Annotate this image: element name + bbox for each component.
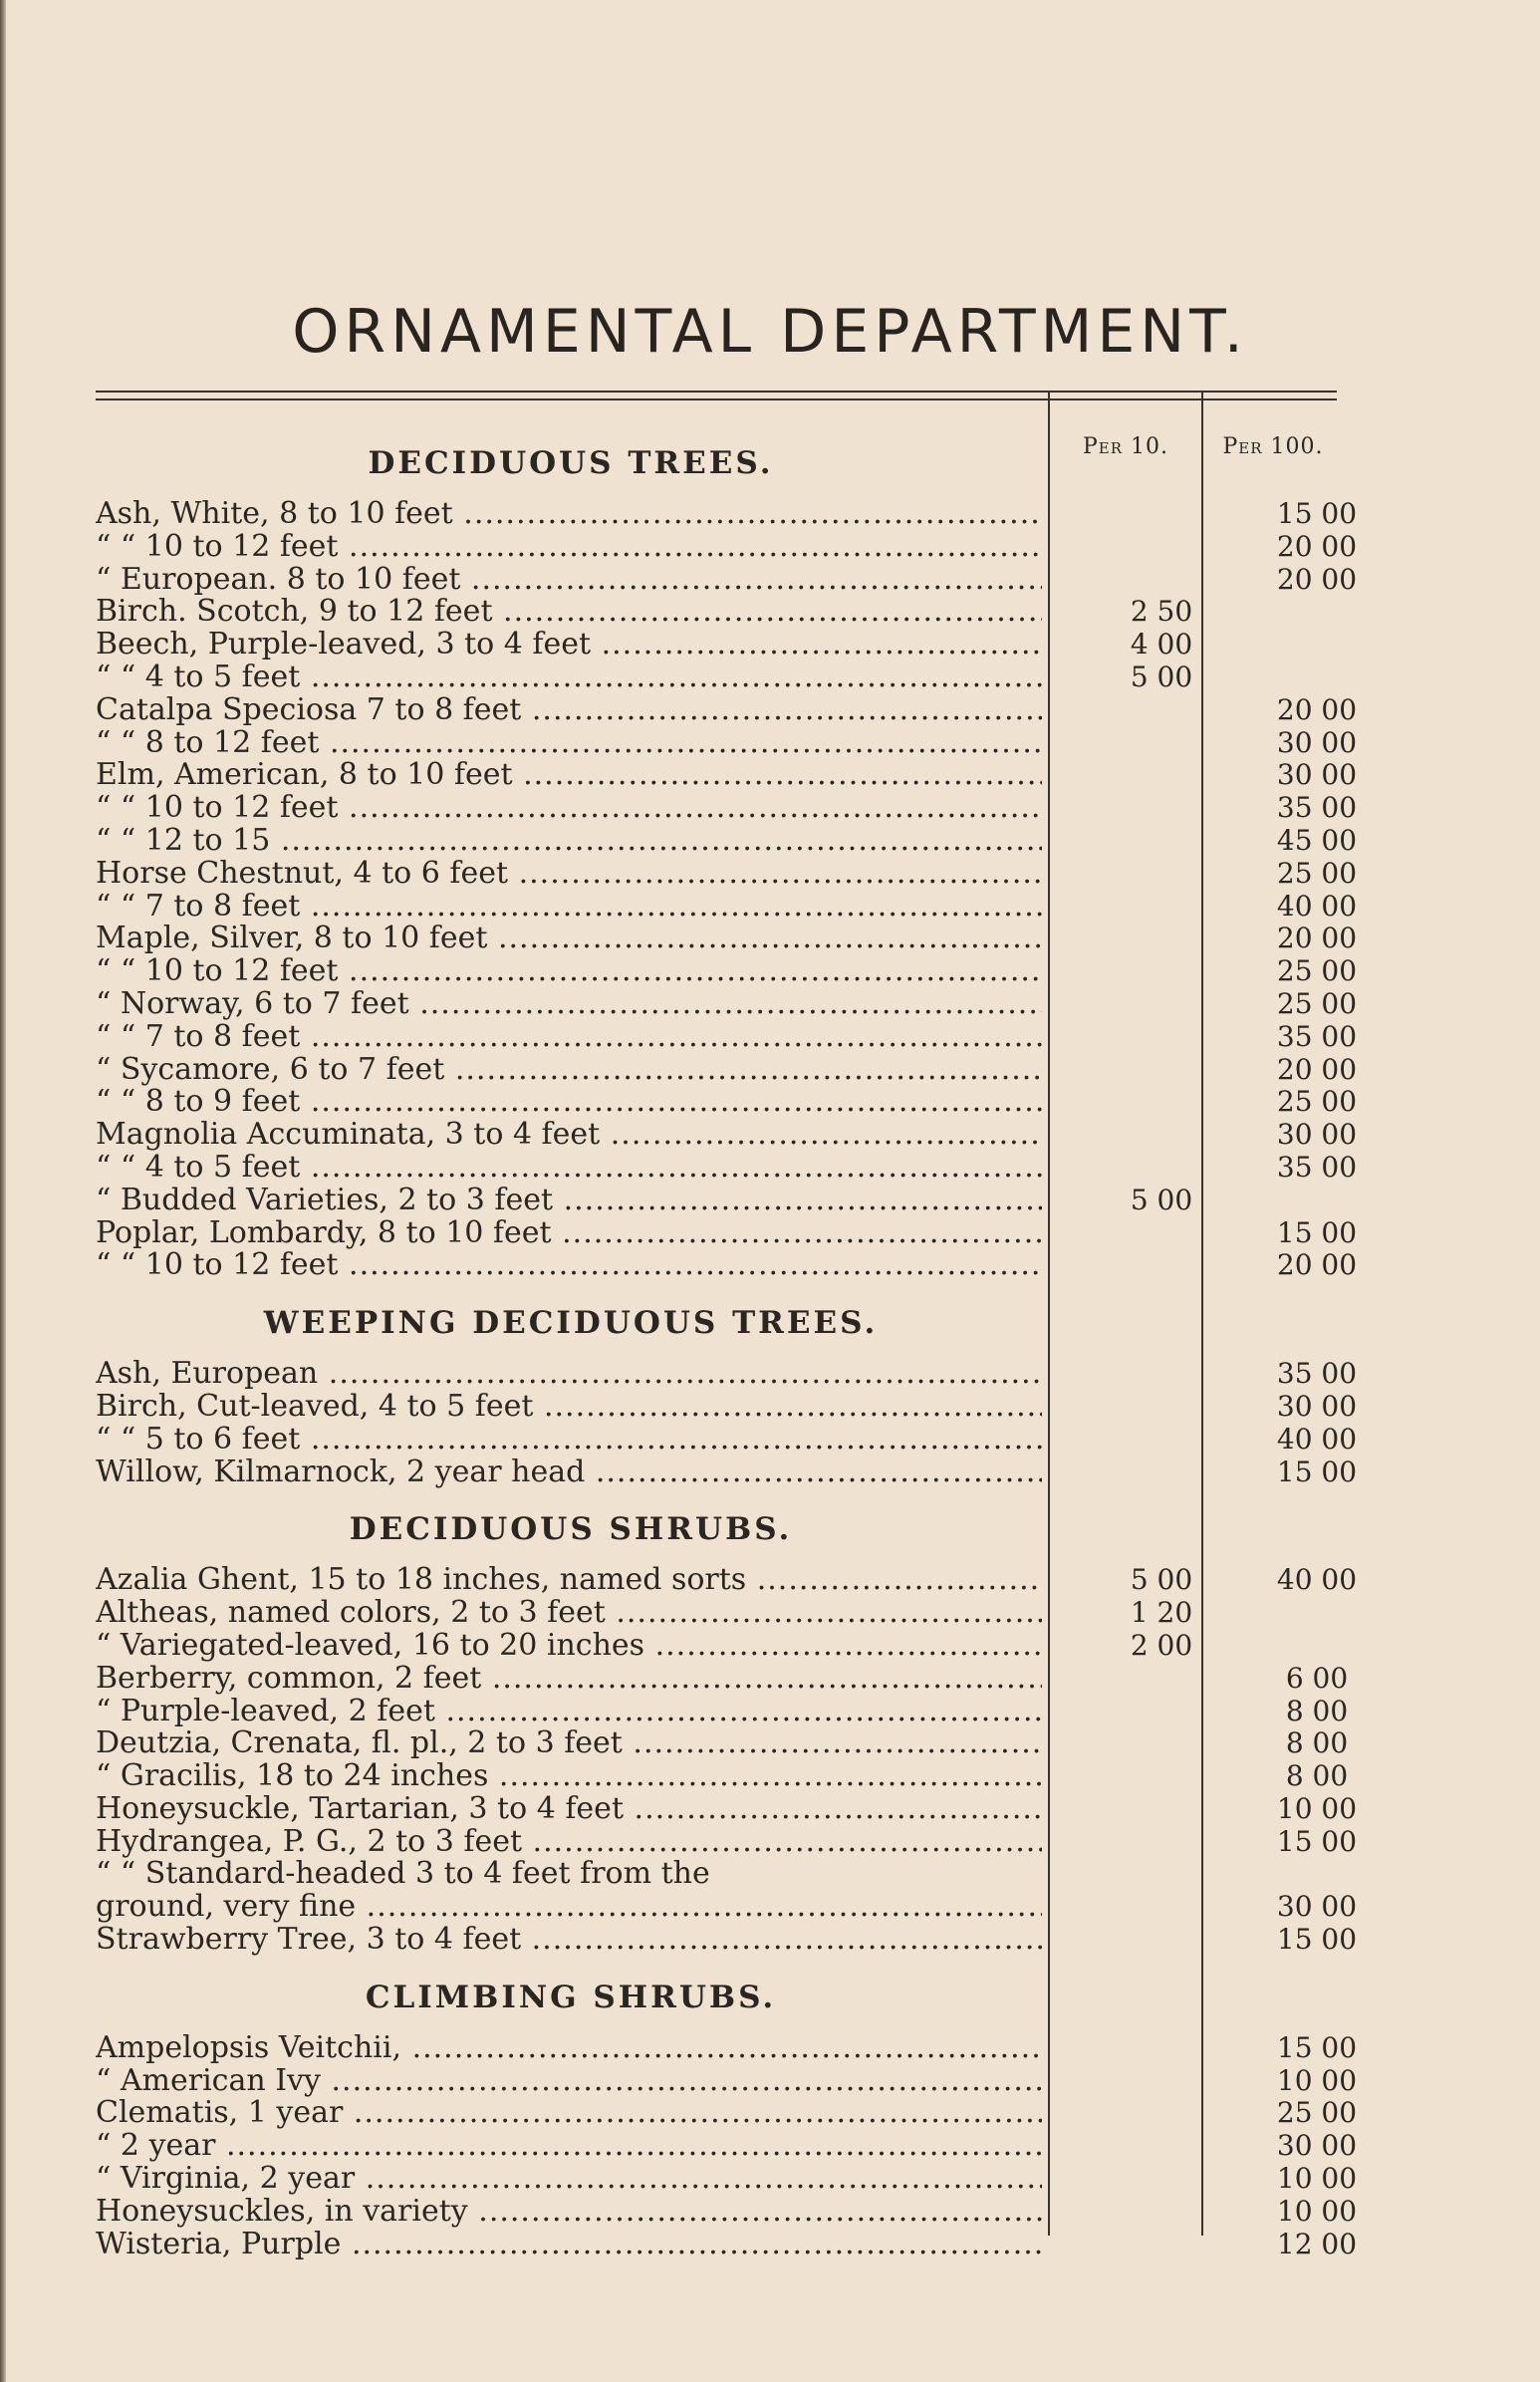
price-row — [96, 1085, 1358, 1120]
price-per-100: 15 00 — [1276, 1824, 1358, 1858]
price-row — [96, 1357, 1358, 1391]
price-per-100: 20 00 — [1276, 922, 1358, 955]
item-description: “ “ 5 to 6 feet ..... — [96, 1424, 1042, 1456]
price-per-100: 25 00 — [1276, 856, 1358, 890]
item-description: Ash, White, 8 to 10 feet ..... — [96, 498, 1042, 531]
price-row — [96, 596, 1337, 629]
price-row — [96, 1150, 1358, 1185]
price-per-100: 35 00 — [1276, 1357, 1358, 1391]
item-description: Deutzia, Crenata, fl. pl., 2 to 3 feet ..... — [96, 1727, 1042, 1760]
price-per-100: 8 00 — [1285, 1759, 1349, 1793]
item-description: “ Virginia, 2 year ..... — [96, 2163, 1042, 2196]
item-description: “ Sycamore, 6 to 7 feet ..... — [96, 1054, 1042, 1087]
price-per-100: 40 00 — [1276, 889, 1358, 923]
item-description: “ European. 8 to 10 feet ..... — [96, 564, 1042, 597]
price-row — [96, 922, 1358, 956]
price-list — [96, 428, 1358, 2266]
price-row — [96, 2063, 1358, 2098]
price-row — [96, 2194, 1358, 2229]
price-row — [96, 2162, 1358, 2196]
item-description: “ “ 7 to 8 feet ..... — [96, 1021, 1042, 1054]
item-description: “ American Ivy ..... — [96, 2065, 1042, 2098]
item-description: Honeysuckle, Tartarian, 3 to 4 feet ..... — [96, 1793, 1042, 1826]
price-per-10: 4 00 — [1130, 628, 1193, 662]
price-row — [96, 1215, 1358, 1250]
price-per-100: 10 00 — [1276, 1791, 1358, 1825]
price-per-100: 40 00 — [1276, 1563, 1358, 1597]
item-description: “ “ 4 to 5 feet ..... — [96, 662, 1042, 694]
item-description: “ Budded Varieties, 2 to 3 feet ..... — [96, 1185, 1042, 1217]
price-per-100: 20 00 — [1276, 562, 1358, 596]
price-per-100: 15 00 — [1276, 2030, 1358, 2064]
price-row — [96, 1923, 1358, 1957]
price-row — [96, 529, 1358, 564]
item-description: Azalia Ghent, 15 to 18 inches, named sorts ..... — [96, 1564, 1042, 1597]
item-description: Berberry, common, 2 feet ..... — [96, 1663, 1042, 1696]
price-per-100: 30 00 — [1276, 725, 1358, 759]
price-per-100: 8 00 — [1285, 1726, 1349, 1760]
price-per-100: 35 00 — [1276, 1019, 1358, 1053]
item-description: Catalpa Speciosa 7 to 8 feet ..... — [96, 694, 1042, 727]
price-per-100: 20 00 — [1276, 692, 1358, 726]
item-description: “ “ 12 to 15 ..... — [96, 825, 1042, 858]
price-per-100: 20 00 — [1276, 1248, 1358, 1282]
item-description: Honeysuckles, in variety ..... — [96, 2196, 1042, 2229]
price-row — [96, 1597, 1337, 1630]
item-description: Poplar, Lombardy, 8 to 10 feet ..... — [96, 1217, 1042, 1250]
price-row — [96, 954, 1358, 988]
item-description: Altheas, named colors, 2 to 3 feet ..... — [96, 1597, 1042, 1630]
price-row — [96, 1455, 1358, 1489]
price-row — [96, 629, 1337, 662]
item-description: “ “ 8 to 12 feet ..... — [96, 727, 1042, 760]
price-row — [96, 1726, 1349, 1761]
item-description: Maple, Silver, 8 to 10 feet ..... — [96, 923, 1042, 955]
item-description: “ Variegated-leaved, 16 to 20 inches ..... — [96, 1630, 1042, 1663]
price-per-100: 15 00 — [1276, 1455, 1358, 1488]
price-per-100: 30 00 — [1276, 1890, 1358, 1924]
price-per-100: 12 00 — [1276, 2227, 1358, 2260]
item-description: Clematis, 1 year ..... — [96, 2097, 1042, 2130]
price-row — [96, 1858, 1337, 1891]
item-description: Beech, Purple-leaved, 3 to 4 feet ..... — [96, 629, 1042, 662]
item-description: “ 2 year ..... — [96, 2130, 1042, 2163]
price-row — [96, 2096, 1358, 2131]
price-per-100: 10 00 — [1276, 2162, 1358, 2196]
item-description: “ Purple-leaved, 2 feet ..... — [96, 1696, 1042, 1728]
price-per-100: 40 00 — [1276, 1422, 1358, 1456]
section-title: DECIDUOUS TREES. — [368, 445, 774, 481]
price-per-10: 5 00 — [1130, 660, 1193, 693]
item-description: “ “ 10 to 12 feet ..... — [96, 955, 1042, 988]
price-row — [96, 1791, 1358, 1826]
price-per-100: 20 00 — [1276, 529, 1358, 563]
price-row — [96, 1389, 1358, 1424]
item-description: “ Gracilis, 18 to 24 inches ..... — [96, 1760, 1042, 1793]
price-per-100: 15 00 — [1276, 497, 1358, 530]
price-per-100: 35 00 — [1276, 791, 1358, 825]
price-row — [96, 1185, 1337, 1217]
item-description: Magnolia Accuminata, 3 to 4 feet ..... — [96, 1119, 1042, 1152]
section-title: WEEPING DECIDUOUS TREES. — [263, 1305, 879, 1342]
price-per-100: 15 00 — [1276, 1215, 1358, 1249]
price-per-100: 30 00 — [1276, 1389, 1358, 1423]
price-row — [96, 1563, 1358, 1598]
price-per-100: 30 00 — [1276, 1118, 1358, 1152]
price-per-100: 25 00 — [1276, 2096, 1358, 2130]
price-per-100: 10 00 — [1276, 2194, 1358, 2228]
price-row — [96, 1890, 1358, 1925]
item-description: Birch. Scotch, 9 to 12 feet ..... — [96, 596, 1042, 629]
price-row — [96, 856, 1358, 891]
price-row — [96, 562, 1358, 597]
price-per-100: 10 00 — [1276, 2063, 1358, 2097]
price-per-10: 5 00 — [1130, 1183, 1193, 1216]
section-title: CLIMBING SHRUBS. — [365, 1979, 777, 2015]
page-title: ORNAMENTAL DEPARTMENT. — [292, 297, 1248, 368]
price-row — [96, 662, 1337, 694]
header-rule-bottom — [96, 398, 1337, 400]
item-description: “ “ 10 to 12 feet ..... — [96, 792, 1042, 825]
price-row — [96, 1248, 1358, 1283]
price-row — [96, 986, 1358, 1021]
item-description: Elm, American, 8 to 10 feet ..... — [96, 759, 1042, 792]
price-row — [96, 758, 1358, 793]
price-row — [96, 823, 1358, 858]
item-description: “ “ 10 to 12 feet ..... — [96, 1249, 1042, 1282]
price-per-10: 2 00 — [1130, 1628, 1193, 1662]
price-row — [96, 889, 1358, 924]
item-description: “ “ 8 to 9 feet ..... — [96, 1086, 1042, 1119]
item-description: Hydrangea, P. G., 2 to 3 feet ..... — [96, 1826, 1042, 1859]
item-description: Horse Chestnut, 4 to 6 feet ..... — [96, 858, 1042, 891]
price-per-100: 25 00 — [1276, 986, 1358, 1020]
price-row — [96, 1759, 1349, 1793]
item-description: Wisteria, Purple ..... — [96, 2229, 1042, 2261]
item-description: Ash, European ..... — [96, 1358, 1042, 1391]
header-rule-top — [96, 391, 1337, 393]
price-row — [96, 1019, 1358, 1054]
price-per-100: 35 00 — [1276, 1150, 1358, 1184]
price-per-10: 5 00 — [1130, 1563, 1193, 1597]
price-row — [96, 1052, 1358, 1087]
item-description: Birch, Cut-leaved, 4 to 5 feet ..... — [96, 1391, 1042, 1424]
section-title: DECIDUOUS SHRUBS. — [349, 1511, 793, 1548]
price-per-10: 2 50 — [1130, 595, 1193, 629]
price-row — [96, 2227, 1358, 2261]
price-row — [96, 692, 1358, 727]
price-row — [96, 1118, 1358, 1152]
price-row — [96, 1422, 1358, 1456]
item-description: “ Norway, 6 to 7 feet ..... — [96, 988, 1042, 1021]
price-row — [96, 791, 1358, 825]
item-description: ground, very fine ..... — [96, 1891, 1042, 1924]
price-row — [96, 2129, 1358, 2164]
price-per-100: 6 00 — [1285, 1661, 1349, 1695]
price-per-100: 25 00 — [1276, 1085, 1358, 1119]
price-per-100: 30 00 — [1276, 758, 1358, 792]
item-description: “ “ 10 to 12 feet ..... — [96, 531, 1042, 564]
price-per-100: 8 00 — [1285, 1694, 1349, 1727]
item-description: Strawberry Tree, 3 to 4 feet ..... — [96, 1924, 1042, 1957]
item-description: “ “ 7 to 8 feet ..... — [96, 891, 1042, 924]
price-per-100: 45 00 — [1276, 823, 1358, 857]
price-per-100: 20 00 — [1276, 1052, 1358, 1086]
section-gap — [96, 2260, 1337, 2266]
item-description: “ “ Standard-headed 3 to 4 feet from the — [96, 1858, 710, 1892]
item-description: Willow, Kilmarnock, 2 year head ..... — [96, 1456, 1042, 1489]
column-header-per-10: Per 10. — [1082, 434, 1169, 459]
price-row — [96, 1694, 1349, 1728]
column-header-per-100: Per 100. — [1222, 434, 1324, 459]
price-row — [96, 1824, 1358, 1859]
item-description: “ “ 4 to 5 feet ..... — [96, 1152, 1042, 1185]
price-row — [96, 1630, 1337, 1663]
price-per-100: 25 00 — [1276, 954, 1358, 988]
price-row — [96, 2030, 1358, 2065]
price-row — [96, 725, 1358, 760]
price-row — [96, 1661, 1349, 1696]
price-per-100: 15 00 — [1276, 1923, 1358, 1957]
item-description: Ampelopsis Veitchii, ..... — [96, 2032, 1042, 2065]
price-per-100: 30 00 — [1276, 2129, 1358, 2163]
price-per-10: 1 20 — [1130, 1596, 1193, 1630]
price-row — [96, 497, 1358, 531]
